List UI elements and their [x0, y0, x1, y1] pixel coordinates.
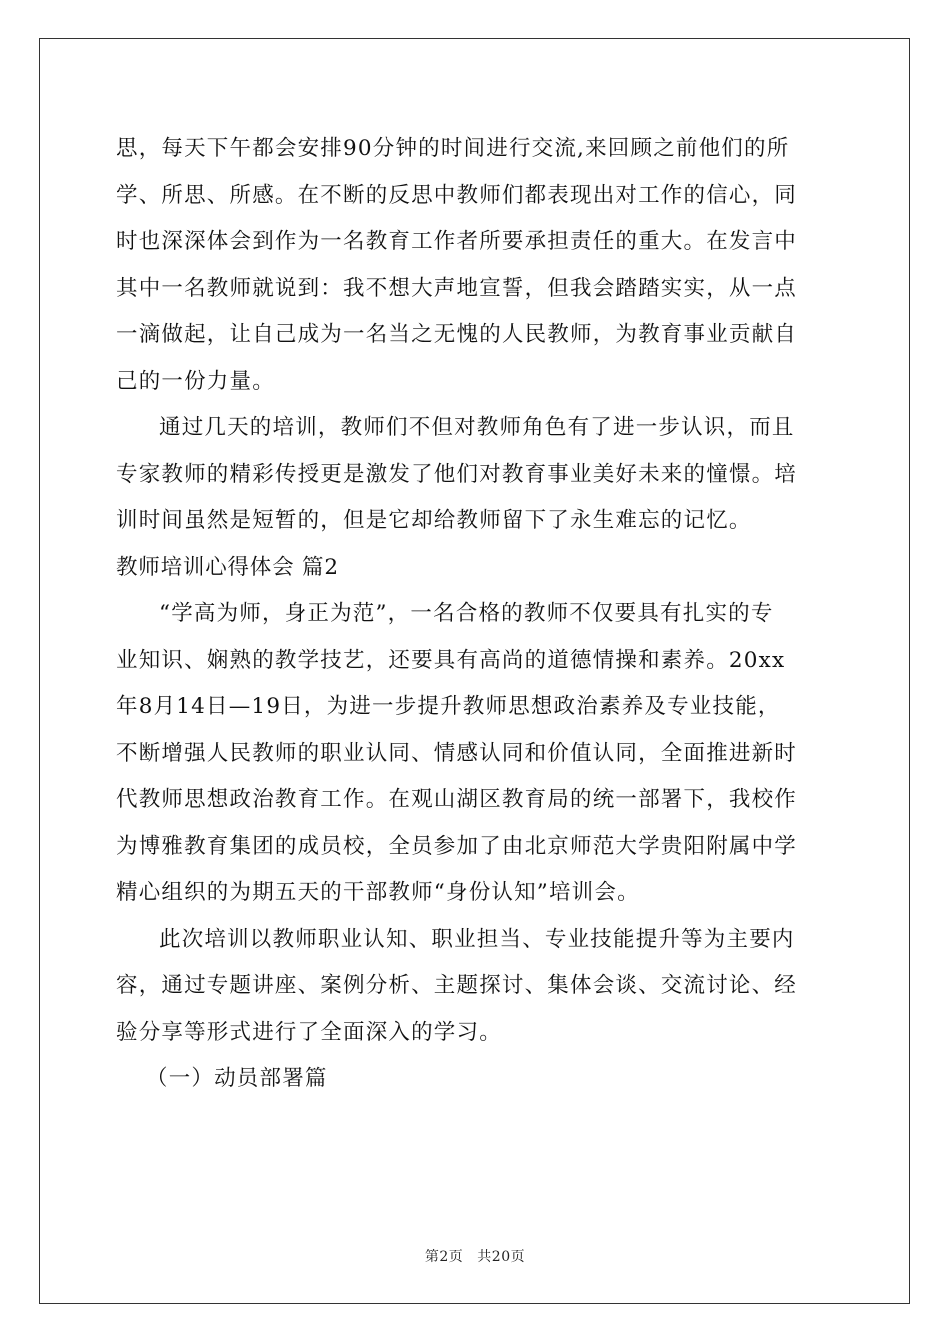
text-line: 训时间虽然是短暂的，但是它却给教师留下了永生难忘的记忆。	[116, 508, 752, 533]
text-line: 不断增强人民教师的职业认同、情感认同和价值认同，全面推进新时	[116, 740, 798, 766]
text-line: 学、所思、所感。在不断的反思中教师们都表现出对工作的信心，同	[116, 182, 798, 208]
text-line: 一滴做起，让自己成为一名当之无愧的人民教师，为教育事业贡献自	[116, 322, 798, 347]
text-line: 时也深深体会到作为一名教育工作者所要承担责任的重大。在发言中	[116, 229, 798, 254]
page-total: 共20页	[477, 1249, 526, 1265]
text-line: 容，通过专题讲座、案例分析、主题探讨、集体会谈、交流讨论、经	[116, 973, 798, 998]
text-line: 验分享等形式进行了全面深入的学习。	[116, 1019, 502, 1045]
page-number: 第2页	[424, 1249, 464, 1265]
text-line: 代教师思想政治教育工作。在观山湖区教育局的统一部署下，我校作	[116, 787, 798, 812]
text-line: 其中一名教师就说到：我不想大声地宣誓，但我会踏踏实实，从一点	[116, 275, 798, 301]
text-line: 为博雅教育集团的成员校，全员参加了由北京师范大学贵阳附属中学	[116, 833, 798, 859]
section-heading: 教师培训心得体会 篇2	[116, 554, 339, 580]
paragraph-start: 此次培训以教师职业认知、职业担当、专业技能提升等为主要内	[159, 926, 795, 952]
paragraph-start: “学高为师，身正为范”，一名合格的教师不仅要具有扎实的专	[159, 601, 774, 626]
paragraph-start: 通过几天的培训，教师们不但对教师角色有了进一步认识，而且	[159, 415, 795, 440]
text-line: 年8月14日—19日，为进一步提升教师思想政治素养及专业技能，	[116, 694, 781, 719]
text-line: 思，每天下午都会安排90分钟的时间进行交流,来回顾之前他们的所	[116, 136, 790, 161]
text-line: 业知识、娴熟的教学技艺，还要具有高尚的道德情操和素养。20xx	[116, 647, 786, 673]
subsection-heading: （一）动员部署篇	[146, 1066, 328, 1091]
text-line: 专家教师的精彩传授更是激发了他们对教育事业美好未来的憧憬。培	[116, 461, 798, 487]
text-line: 己的一份力量。	[116, 368, 275, 394]
text-line: 精心组织的为期五天的干部教师“身份认知”培训会。	[116, 880, 640, 905]
document-body	[116, 126, 838, 1103]
page-footer	[0, 1246, 950, 1266]
